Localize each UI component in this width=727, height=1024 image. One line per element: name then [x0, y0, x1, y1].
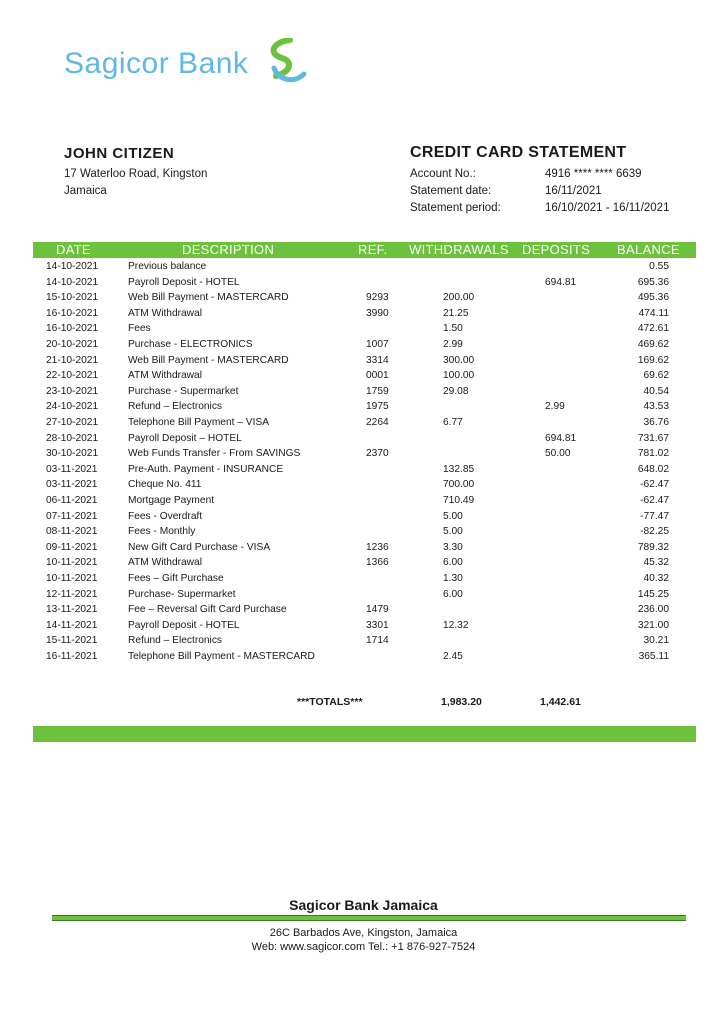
row-date: 16-11-2021 [46, 651, 98, 662]
row-date: 15-10-2021 [46, 292, 99, 304]
row-balance: 474.11 [638, 307, 669, 319]
row-date: 13-11-2021 [46, 604, 98, 616]
column-header-balance: BALANCE [617, 242, 680, 257]
row-ref: 1007 [366, 339, 389, 350]
row-description: ATM Withdrawal [128, 557, 202, 569]
statement-date-value: 16/11/2021 [545, 185, 602, 197]
row-ref: 3314 [366, 354, 389, 366]
row-date: 10-11-2021 [46, 573, 98, 584]
row-ref: 2370 [366, 448, 389, 460]
row-description: Payroll Deposit - HOTEL [128, 619, 240, 631]
table-row [0, 306, 727, 322]
row-description: Refund – Electronics [128, 635, 223, 647]
row-withdrawal: 700.00 [443, 479, 475, 491]
row-description: Fees – Gift Purchase [128, 573, 224, 584]
row-date: 27-10-2021 [46, 417, 99, 428]
row-balance: 43.53 [643, 401, 669, 413]
row-deposit: 2.99 [545, 401, 565, 413]
row-balance: 495.36 [637, 292, 669, 304]
row-balance: 30.21 [643, 635, 669, 647]
totals-withdrawals: 1,983.20 [441, 696, 482, 708]
table-row [0, 275, 727, 291]
row-withdrawal: 12.32 [443, 619, 469, 631]
row-description: Previous balance [128, 261, 207, 272]
row-description: Web Funds Transfer - From SAVINGS [128, 448, 301, 460]
row-withdrawal: 3.30 [443, 541, 463, 553]
table-footer-band [33, 726, 696, 742]
table-row [0, 384, 727, 400]
row-date: 14-10-2021 [46, 276, 99, 288]
row-date: 22-10-2021 [46, 370, 99, 382]
table-row [0, 337, 727, 353]
row-date: 07-11-2021 [46, 510, 98, 522]
row-description: Web Bill Payment - MASTERCARD [128, 292, 289, 304]
row-balance: 169.62 [637, 354, 669, 366]
table-row [0, 649, 727, 665]
row-date: 23-10-2021 [46, 385, 99, 397]
row-description: Refund – Electronics [128, 401, 223, 413]
table-row [0, 431, 727, 447]
row-date: 08-11-2021 [46, 526, 98, 538]
column-header-withdrawals: WITHDRAWALS [409, 242, 509, 257]
row-balance: 36.76 [643, 417, 669, 428]
account-number-value: 4916 **** **** 6639 [545, 168, 642, 180]
row-balance: 40.32 [643, 573, 669, 584]
row-withdrawal: 29.08 [443, 385, 469, 397]
row-description: Web Bill Payment - MASTERCARD [128, 354, 289, 366]
row-date: 20-10-2021 [46, 339, 99, 350]
column-header-description: DESCRIPTION [182, 242, 275, 257]
table-row [0, 259, 727, 275]
footer-bank-name: Sagicor Bank Jamaica [289, 897, 438, 913]
row-balance: 365.11 [638, 651, 669, 662]
row-ref: 1759 [366, 385, 389, 397]
row-ref: 2264 [366, 417, 389, 428]
table-row [0, 399, 727, 415]
row-withdrawal: 21.25 [443, 307, 469, 319]
row-description: Cheque No. 411 [128, 479, 202, 491]
row-balance: 321.00 [637, 619, 669, 631]
row-balance: 472.61 [637, 323, 669, 335]
table-row [0, 321, 727, 337]
table-row [0, 446, 727, 462]
table-row [0, 462, 727, 478]
row-balance: 731.67 [637, 432, 669, 444]
row-withdrawal: 300.00 [443, 354, 475, 366]
row-balance: 40.54 [643, 385, 669, 397]
row-date: 15-11-2021 [46, 635, 98, 647]
row-date: 24-10-2021 [46, 401, 99, 413]
row-ref: 0001 [366, 370, 389, 382]
holder-address-line2: Jamaica [64, 185, 107, 197]
row-description: Fee – Reversal Gift Card Purchase [128, 604, 287, 616]
row-balance: -77.47 [640, 510, 669, 522]
row-balance: -62.47 [640, 479, 669, 491]
table-row [0, 524, 727, 540]
row-date: 14-10-2021 [46, 261, 99, 272]
table-row [0, 415, 727, 431]
row-description: Fees - Overdraft [128, 510, 203, 522]
row-date: 03-11-2021 [46, 479, 98, 491]
row-balance: 236.00 [637, 604, 669, 616]
row-balance: 648.02 [637, 463, 669, 475]
row-balance: 0.55 [649, 261, 669, 272]
row-date: 30-10-2021 [46, 448, 99, 460]
row-description: Payroll Deposit - HOTEL [128, 276, 240, 288]
row-ref: 9293 [366, 292, 389, 304]
sagicor-swoosh-icon [260, 38, 308, 86]
row-description: Fees - Monthly [128, 526, 196, 538]
row-balance: 45.32 [643, 557, 669, 569]
row-withdrawal: 5.00 [443, 510, 463, 522]
row-date: 16-10-2021 [46, 307, 99, 319]
account-number-label: Account No.: [410, 168, 476, 180]
statement-date-label: Statement date: [410, 185, 492, 197]
row-withdrawal: 5.00 [443, 526, 463, 538]
row-withdrawal: 6.77 [443, 417, 463, 428]
row-withdrawal: 1.50 [443, 323, 463, 335]
table-row [0, 353, 727, 369]
row-description: ATM Withdrawal [128, 370, 202, 382]
account-holder-name: JOHN CITIZEN [64, 145, 175, 162]
row-description: Telephone Bill Payment – VISA [128, 417, 270, 428]
column-header-deposits: DEPOSITS [522, 242, 591, 257]
table-row [0, 602, 727, 618]
row-balance: 69.62 [643, 370, 669, 382]
row-date: 09-11-2021 [46, 541, 98, 553]
row-description: Pre-Auth. Payment - INSURANCE [128, 463, 284, 475]
row-description: ATM Withdrawal [128, 307, 202, 319]
statement-title: CREDIT CARD STATEMENT [410, 144, 627, 161]
row-balance: 469.62 [637, 339, 669, 350]
statement-period-value: 16/10/2021 - 16/11/2021 [545, 202, 670, 214]
row-ref: 1714 [366, 635, 389, 647]
row-description: Purchase - ELECTRONICS [128, 339, 253, 350]
row-withdrawal: 710.49 [443, 495, 475, 506]
row-ref: 1366 [366, 557, 389, 569]
row-withdrawal: 1.30 [443, 573, 463, 584]
table-row [0, 618, 727, 634]
row-deposit: 50.00 [545, 448, 571, 460]
row-description: Purchase- Supermarket [128, 588, 236, 600]
row-withdrawal: 132.85 [443, 463, 475, 475]
row-description: Mortgage Payment [128, 495, 215, 506]
row-balance: 781.02 [637, 448, 669, 460]
row-balance: 695.36 [637, 276, 669, 288]
row-ref: 1479 [366, 604, 389, 616]
column-header-date: DATE [56, 242, 91, 257]
table-row [0, 571, 727, 587]
row-deposit: 694.81 [545, 276, 577, 288]
statement-period-label: Statement period: [410, 202, 501, 214]
footer-contact: Web: www.sagicor.com Tel.: +1 876-927-7524 [251, 941, 476, 953]
row-description: Purchase - Supermarket [128, 385, 239, 397]
row-date: 10-11-2021 [46, 557, 98, 569]
row-balance: 145.25 [637, 588, 669, 600]
row-date: 03-11-2021 [46, 463, 98, 475]
column-header-ref: REF. [358, 242, 388, 257]
row-description: Fees [128, 323, 151, 335]
bank-logo-text: Sagicor Bank [64, 47, 249, 80]
footer-address: 26C Barbados Ave, Kingston, Jamaica [269, 927, 458, 939]
row-date: 12-11-2021 [46, 588, 98, 600]
table-row [0, 540, 727, 556]
row-ref: 3990 [366, 307, 389, 319]
row-withdrawal: 200.00 [443, 292, 475, 304]
row-withdrawal: 2.45 [443, 651, 463, 662]
totals-label: ***TOTALS*** [297, 696, 363, 708]
table-row [0, 477, 727, 493]
row-date: 28-10-2021 [46, 432, 99, 444]
row-ref: 3301 [366, 619, 389, 631]
row-date: 14-11-2021 [46, 619, 98, 631]
row-ref: 1236 [366, 541, 389, 553]
holder-address-line1: 17 Waterloo Road, Kingston [64, 168, 208, 180]
row-withdrawal: 2.99 [443, 339, 463, 350]
totals-deposits: 1,442.61 [540, 696, 581, 708]
footer-divider [52, 915, 686, 921]
table-row [0, 587, 727, 603]
row-deposit: 694.81 [545, 432, 577, 444]
row-balance: -62.47 [640, 495, 669, 506]
row-ref: 1975 [366, 401, 389, 413]
row-date: 16-10-2021 [46, 323, 99, 335]
table-row [0, 368, 727, 384]
row-withdrawal: 100.00 [443, 370, 475, 382]
table-row [0, 633, 727, 649]
table-row [0, 555, 727, 571]
row-withdrawal: 6.00 [443, 588, 463, 600]
table-row [0, 509, 727, 525]
row-balance: 789.32 [637, 541, 669, 553]
row-description: New Gift Card Purchase - VISA [128, 541, 271, 553]
row-withdrawal: 6.00 [443, 557, 463, 569]
row-balance: -82.25 [640, 526, 669, 538]
row-date: 06-11-2021 [46, 495, 98, 506]
row-date: 21-10-2021 [46, 354, 99, 366]
table-row [0, 493, 727, 509]
row-description: Payroll Deposit – HOTEL [128, 432, 242, 444]
table-row [0, 290, 727, 306]
row-description: Telephone Bill Payment - MASTERCARD [128, 651, 315, 662]
